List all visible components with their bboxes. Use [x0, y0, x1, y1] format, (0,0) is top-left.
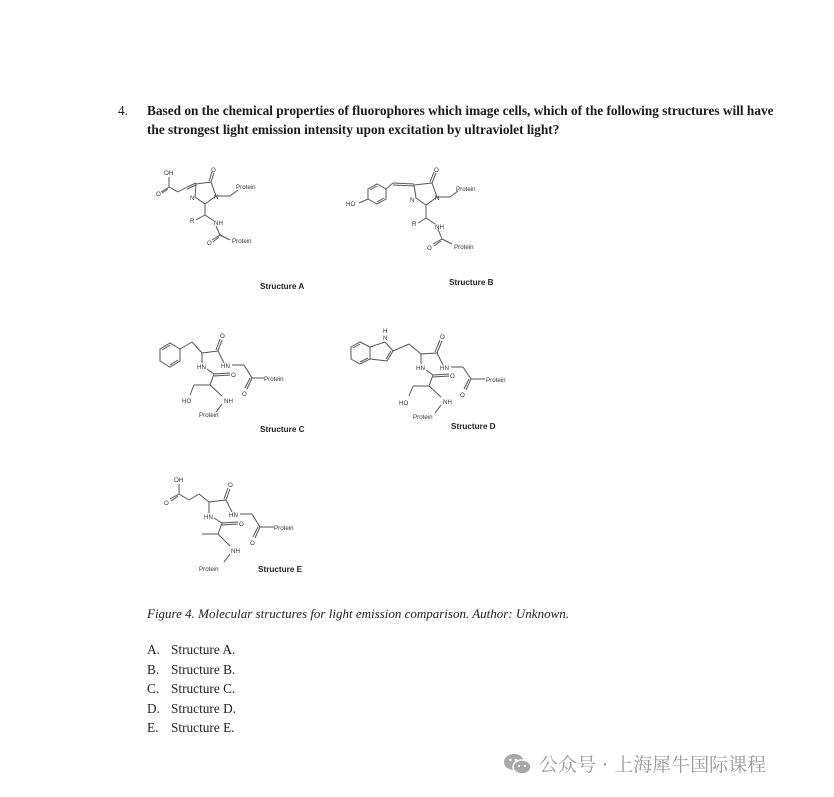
label-oh: OH [164, 170, 174, 177]
label-n: N [435, 195, 440, 202]
wechat-icon [503, 752, 533, 776]
structure-c-caption: Structure C [260, 425, 305, 434]
label-hn: HN [440, 365, 449, 372]
label-protein: Protein [456, 186, 476, 193]
structure-e-diagram [152, 470, 332, 580]
structure-d-caption: Structure D [451, 422, 496, 431]
answer-options [147, 640, 236, 738]
option-e[interactable] [147, 718, 236, 738]
structure-e [152, 470, 332, 580]
structure-a-diagram [150, 163, 330, 298]
label-o: O [440, 334, 445, 341]
label-protein: Protein [274, 525, 294, 532]
label-r: R [190, 218, 195, 225]
label-protein: Protein [264, 376, 284, 383]
label-hn: HN [204, 514, 213, 521]
label-nh: NH [224, 398, 233, 405]
label-o: O [228, 482, 233, 489]
label-n: N [214, 194, 219, 201]
label-o: O [242, 391, 247, 398]
option-a[interactable] [147, 640, 236, 660]
question-number: 4. [118, 103, 128, 118]
label-nh: NH [231, 548, 240, 555]
label-oh: OH [174, 477, 184, 484]
structure-a-caption: Structure A [260, 282, 305, 291]
option-text: Structure D. [171, 700, 236, 716]
label-r: R [412, 221, 417, 228]
label-protein: Protein [199, 566, 219, 573]
label-ho: HO [346, 201, 356, 208]
option-letter: A. [147, 642, 160, 657]
label-hn: HN [221, 363, 230, 370]
label-protein: Protein [232, 238, 252, 245]
option-d[interactable] [147, 699, 236, 719]
label-o: O [156, 191, 161, 198]
structure-b [338, 163, 538, 298]
label-protein: Protein [236, 184, 256, 191]
label-o: O [250, 540, 255, 547]
structure-c [152, 325, 332, 440]
option-c[interactable] [147, 679, 236, 699]
option-letter: B. [147, 661, 160, 677]
label-n: N [190, 195, 195, 202]
option-letter: E. [147, 720, 159, 735]
label-n: N [410, 197, 415, 204]
label-protein: Protein [454, 244, 474, 251]
label-o: O [239, 521, 244, 528]
figure-caption: Figure 4. Molecular structures for light emission comparison. Author: Unknown. [147, 606, 569, 621]
label-protein: Protein [413, 414, 433, 421]
option-letter: D. [147, 700, 160, 716]
label-hn: HN [229, 512, 238, 519]
label-o: O [164, 500, 169, 507]
watermark-text: 公众号 · 上海犀牛国际课程 [539, 754, 767, 776]
option-text: Structure C. [171, 681, 236, 696]
structure-a [150, 163, 330, 298]
label-o: O [231, 372, 236, 379]
label-h: H [383, 328, 388, 335]
label-n: N [383, 335, 388, 342]
label-protein: Protein [199, 412, 219, 419]
label-ho: HO [182, 398, 192, 405]
label-nh: NH [435, 224, 444, 231]
option-b[interactable] [147, 660, 236, 680]
structure-e-caption: Structure E [258, 565, 303, 574]
structure-d-diagram [345, 325, 545, 440]
label-o: O [220, 333, 225, 340]
label-protein: Protein [486, 377, 506, 384]
label-ho: HO [399, 400, 409, 407]
label-o: O [450, 373, 455, 380]
option-letter: C. [147, 681, 160, 696]
option-text: Structure E. [171, 720, 235, 735]
label-o: O [434, 167, 439, 174]
label-hn: HN [197, 364, 206, 371]
structure-b-diagram [338, 163, 538, 298]
option-text: Structure B. [171, 661, 236, 677]
structure-b-caption: Structure B [449, 278, 494, 287]
label-nh: NH [443, 399, 452, 406]
structure-c-diagram [152, 325, 332, 440]
option-text: Structure A. [171, 642, 236, 657]
label-nh: NH [214, 220, 223, 227]
label-o: O [427, 245, 432, 252]
label-o: O [460, 392, 465, 399]
label-o: O [207, 240, 212, 247]
label-o: O [211, 167, 216, 174]
label-hn: HN [416, 365, 425, 372]
question-text: Based on the chemical properties of fluorophores which image cells, which of the following structures will have the strongest light emission intensity upon excitation by ultraviolet light? [147, 103, 774, 137]
structure-d [345, 325, 545, 440]
watermark [503, 750, 766, 777]
